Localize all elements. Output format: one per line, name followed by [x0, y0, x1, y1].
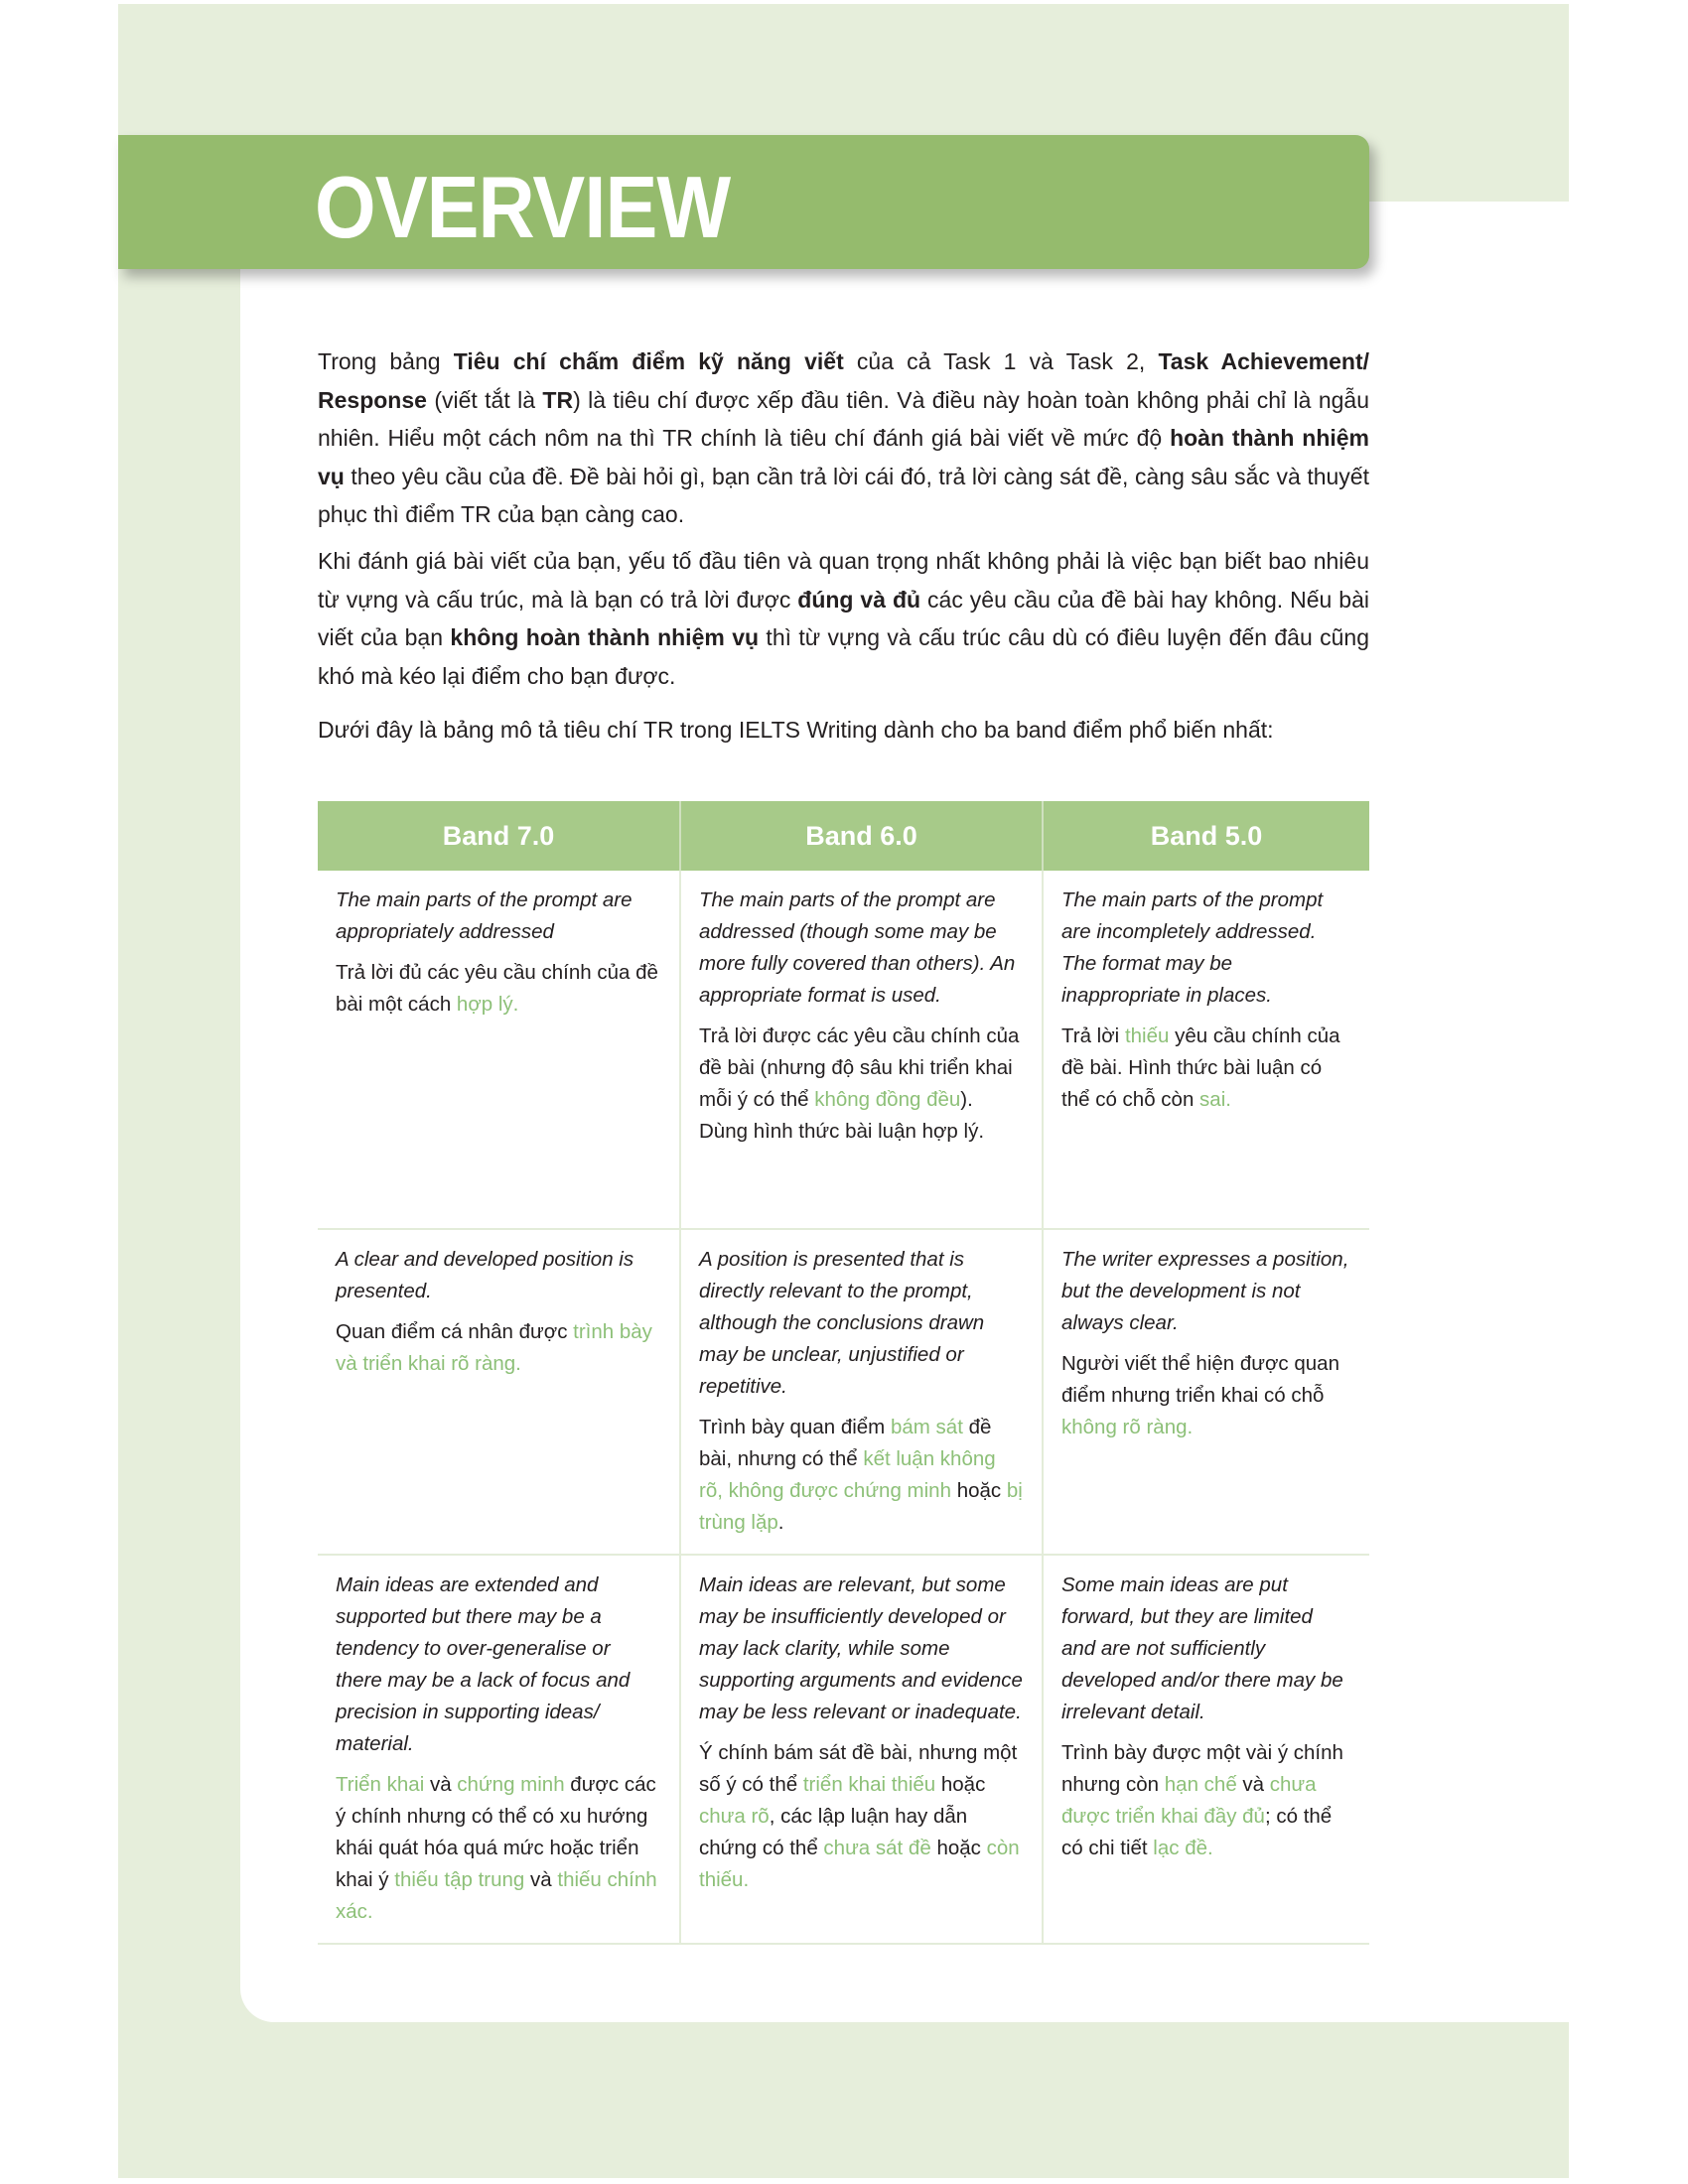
bold-text: đúng và đủ [797, 586, 921, 613]
table-cell [318, 871, 680, 1229]
table-cell [680, 1555, 1043, 1944]
descriptor-english: Main ideas are relevant, but some may be insufficiently developed or may lack clarity, while some supporting arguments and evidence may be less relevant or inadequate. [699, 1573, 1023, 1723]
descriptor-vietnamese [336, 1316, 661, 1380]
table-row [318, 871, 1369, 1229]
text-run: , các lập luận hay dẫn chứng có thể [699, 1805, 968, 1859]
text-run: và [524, 1868, 558, 1891]
highlight-text: kết luận không rõ, không được chứng minh [699, 1447, 996, 1502]
table-cell [680, 871, 1043, 1229]
table-header-row [318, 801, 1369, 871]
page-title: OVERVIEW [315, 158, 731, 256]
descriptor-vietnamese [699, 1737, 1024, 1896]
highlight-text: chưa sát đề [823, 1837, 931, 1859]
highlight-text: bám sát [890, 1416, 963, 1438]
descriptor-vietnamese [336, 957, 661, 1021]
table-cell [318, 1229, 680, 1555]
table-cell [1043, 1555, 1369, 1944]
text-run: được các ý chính nhưng có thể có xu hướng khái quát hóa quá mức hoặc triển khai ý [336, 1773, 656, 1891]
highlight-text: sai. [1199, 1088, 1231, 1111]
text-run: Dưới đây là bảng mô tả tiêu chí TR trong IELTS Writing dành cho ba band điểm phổ biến nhất: [318, 717, 1274, 744]
text-run: các yêu cầu của đề bài hay không. Nếu bài viết của bạn [318, 586, 1369, 651]
descriptor-english: The main parts of the prompt are addressed (though some may be more fully covered than others). An appropriate format is used. [699, 888, 1016, 1007]
text-run: . [777, 1511, 784, 1534]
text-run: và [1236, 1773, 1270, 1796]
text-run: Trình bày quan điểm [699, 1416, 891, 1438]
text-run: (viết tắt là [426, 386, 543, 413]
table-row [318, 1555, 1369, 1944]
text-run: thì từ vựng và cấu trúc câu dù có điêu luyện đến đâu cũng khó mà kéo lại điểm cho bạn được. [318, 624, 1369, 689]
table-row [318, 1229, 1369, 1555]
highlight-text: chưa rõ [699, 1805, 770, 1828]
text-run: ). Dùng hình thức bài luận hợp lý. [699, 1088, 985, 1143]
highlight-text: trình bày và triển khai rõ ràng. [336, 1320, 652, 1375]
text-run: hoặc [951, 1479, 1007, 1502]
column-header-band-6: Band 6.0 [680, 801, 1043, 871]
column-header-band-5: Band 5.0 [1043, 801, 1369, 871]
bold-text: Task Achievement/ Response [318, 348, 1370, 413]
bold-text: TR [542, 386, 574, 413]
text-run: Người viết thể hiện được quan điểm nhưng triển khai có chỗ [1061, 1352, 1339, 1407]
descriptor-english: A clear and developed position is presented. [336, 1248, 634, 1302]
text-run: Trả lời [1061, 1024, 1125, 1047]
text-run: hoặc [930, 1837, 987, 1859]
text-run: Trong bảng [318, 348, 454, 374]
section-banner [118, 135, 1369, 269]
text-run: đề bài, nhưng có thể [699, 1416, 992, 1470]
descriptor-vietnamese [1061, 1021, 1351, 1116]
text-run: của cả Task 1 và Task 2, [843, 348, 1159, 374]
highlight-text: triển khai thiếu [802, 1773, 936, 1796]
intro-text [318, 342, 1369, 757]
bold-text: Tiêu chí chấm điểm kỹ năng viết [453, 348, 844, 374]
text-run: ; có thể có chi tiết [1061, 1805, 1333, 1859]
text-run: Trả lời được các yêu cầu chính của đề bài (nhưng độ sâu khi triển khai mỗi ý có thể [699, 1024, 1020, 1111]
text-run: Ý chính bám sát đề bài, nhưng một số ý có thể [699, 1741, 1018, 1796]
descriptor-vietnamese [1061, 1348, 1351, 1443]
bold-text: không hoàn thành nhiệm vụ [450, 624, 760, 651]
intro-paragraph [318, 542, 1369, 695]
highlight-text: hạn chế [1164, 1773, 1237, 1796]
descriptor-english: The writer expresses a position, but the development is not always clear. [1061, 1248, 1349, 1334]
highlight-text: hợp lý. [456, 993, 519, 1016]
text-run: hoặc [935, 1773, 986, 1796]
highlight-text: Triển khai [336, 1773, 425, 1796]
text-run: Trình bày được một vài ý chính nhưng còn [1061, 1741, 1343, 1796]
highlight-text: bị trùng lặp [699, 1479, 1023, 1534]
highlight-text: thiếu chính xác. [336, 1868, 657, 1923]
table-cell [1043, 1229, 1369, 1555]
table-cell [318, 1555, 680, 1944]
column-header-band-7: Band 7.0 [318, 801, 680, 871]
text-run: theo yêu cầu của đề. Đề bài hỏi gì, bạn cần trả lời cái đó, trả lời càng sát đề, càng sâu sắc và thuyết phục thì điểm TR của bạn càng cao. [318, 463, 1369, 528]
text-run: yêu cầu chính của đề bài. Hình thức bài luận có thể có chỗ còn [1061, 1024, 1340, 1111]
table-cell [1043, 871, 1369, 1229]
text-run: Trả lời đủ các yêu cầu chính của đề bài một cách [336, 961, 658, 1016]
descriptor-vietnamese [699, 1021, 1024, 1148]
descriptor-vietnamese [1061, 1737, 1351, 1864]
text-run: và [424, 1773, 458, 1796]
highlight-text: chứng minh [457, 1773, 565, 1796]
text-run: Khi đánh giá bài viết của bạn, yếu tố đầu tiên và quan trọng nhất không phải là việc bạn biết bao nhiêu từ vựng và cấu trúc, mà là bạn có trả lời được [318, 547, 1369, 613]
descriptor-vietnamese [336, 1769, 661, 1928]
descriptor-english: Some main ideas are put forward, but they are limited and are not sufficiently developed and/or there may be irrelevant detail. [1061, 1573, 1343, 1723]
highlight-text: chưa được triển khai đầy đủ [1061, 1773, 1317, 1828]
text-run: Quan điểm cá nhân được [336, 1320, 574, 1343]
highlight-text: không rõ ràng. [1061, 1416, 1194, 1438]
descriptor-english: A position is presented that is directly relevant to the prompt, although the conclusions drawn may be unclear, unjustified or repetitive. [699, 1248, 985, 1398]
table-cell [680, 1229, 1043, 1555]
intro-paragraph [318, 342, 1369, 534]
text-run: ) là tiêu chí được xếp đầu tiên. Và điều này hoàn toàn không phải chỉ là ngẫu nhiên. Hiểu một cách nôm na thì TR chính là tiêu chí đánh giá bài viết về mức độ [318, 386, 1369, 452]
descriptor-english: The main parts of the prompt are appropriately addressed [336, 888, 633, 943]
highlight-text: thiếu [1124, 1024, 1170, 1047]
highlight-text: còn thiếu. [699, 1837, 1020, 1891]
highlight-text: lạc đề. [1153, 1837, 1213, 1859]
highlight-text: không đồng đều [814, 1088, 961, 1111]
intro-paragraph [318, 711, 1369, 750]
highlight-text: thiếu tập trung [394, 1868, 525, 1891]
band-descriptor-table [318, 801, 1369, 1945]
descriptor-english: The main parts of the prompt are incompletely addressed. The format may be inappropriate in places. [1061, 888, 1324, 1007]
bold-text: hoàn thành nhiệm vụ [318, 425, 1369, 489]
descriptor-english: Main ideas are extended and supported but there may be a tendency to over-generalise or there may be a lack of focus and precision in supporting ideas/ material. [336, 1573, 631, 1755]
descriptor-vietnamese [699, 1412, 1024, 1539]
